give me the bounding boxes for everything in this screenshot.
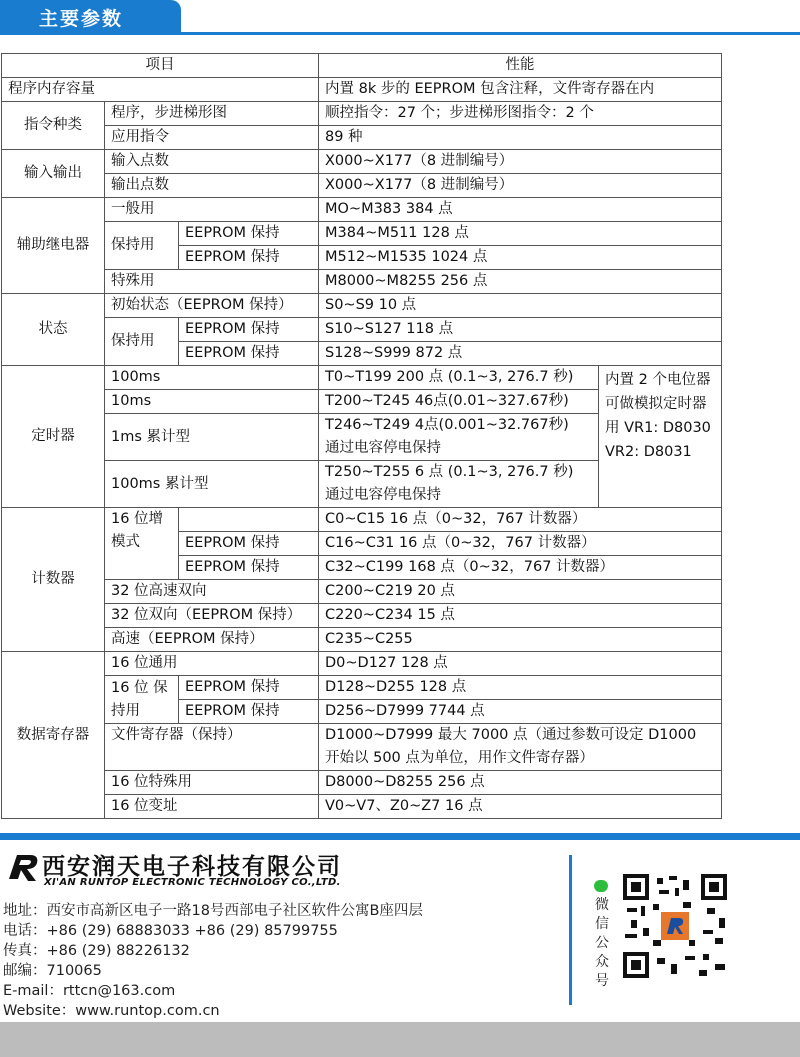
- table-row: [2, 318, 722, 342]
- value-cell: C200~C219 20 点: [319, 580, 722, 604]
- value-cell: 内置 8k 步的 EEPROM 包含注释，文件寄存器在内: [319, 78, 722, 102]
- value-cell: 89 种: [319, 126, 722, 150]
- item-cell: 100ms 累计型: [105, 461, 319, 508]
- value-cell: D256~D7999 7744 点: [319, 700, 722, 724]
- table-row: [2, 174, 722, 198]
- value-line: 通过电容停电保持: [325, 440, 441, 456]
- item-cell: 32 位双向（EEPROM 保持）: [105, 604, 319, 628]
- category-cell: 状态: [2, 294, 105, 366]
- footer-rule: [0, 833, 800, 840]
- value-cell: C32~C199 168 点（0~32，767 计数器）: [319, 556, 722, 580]
- qr-code-icon: [623, 874, 727, 978]
- header-cell: 性能: [319, 54, 722, 78]
- value-cell: T200~T245 46点(0.01~327.67秒): [319, 390, 599, 414]
- item-cell: 文件寄存器（保持）: [105, 724, 319, 771]
- value-cell: X000~X177（8 进制编号）: [319, 150, 722, 174]
- phone-text: 电话：+86 (29) 68883033 +86 (29) 85799755: [3, 923, 338, 939]
- value-cell: D8000~D8255 256 点: [319, 771, 722, 795]
- item-cell: 初始状态（EEPROM 保持）: [105, 294, 319, 318]
- value-cell: C16~C31 16 点（0~32，767 计数器）: [319, 532, 722, 556]
- divider: [569, 855, 572, 1005]
- value-cell: D0~D127 128 点: [319, 652, 722, 676]
- item-cell: 应用指令: [105, 126, 319, 150]
- wechat-label: 微信公众号: [595, 897, 609, 989]
- item-cell: 程序，步进梯形图: [105, 102, 319, 126]
- table-row: [2, 78, 722, 102]
- value-cell: D128~D255 128 点: [319, 676, 722, 700]
- table-row: [2, 724, 722, 771]
- value-line: D1000~D7999 最大 7000 点（通过参数可设定 D1000: [325, 727, 697, 743]
- category-cell: 辅助继电器: [2, 198, 105, 294]
- value-cell: 顺控指令：27 个；步进梯形图指令：2 个: [319, 102, 722, 126]
- sub-item-cell: EEPROM 保持: [179, 222, 319, 246]
- footer-bar: [0, 1022, 800, 1057]
- item-cell: 程序内存容量: [2, 78, 319, 102]
- item-cell: 保持用: [105, 222, 179, 270]
- category-cell: 指令种类: [2, 102, 105, 150]
- item-cell: 特殊用: [105, 270, 319, 294]
- value-cell: S128~S999 872 点: [319, 342, 722, 366]
- value-cell: M8000~M8255 256 点: [319, 270, 722, 294]
- item-cell: 输入点数: [105, 150, 319, 174]
- value-cell: [319, 461, 599, 508]
- item-cell: 32 位高速双向: [105, 580, 319, 604]
- item-cell: 一般用: [105, 198, 319, 222]
- company-name: 西安润天电子科技有限公司: [42, 854, 342, 880]
- header-rule: [0, 32, 800, 35]
- value-cell: M384~M511 128 点: [319, 222, 722, 246]
- item-cell: 高速（EEPROM 保持）: [105, 628, 319, 652]
- header-cell: 项目: [2, 54, 319, 78]
- item-cell: 16 位变址: [105, 795, 319, 819]
- table-row: [2, 676, 722, 700]
- section-tab: [0, 0, 181, 35]
- sub-item-cell: [179, 508, 319, 532]
- table-row: [2, 604, 722, 628]
- item-cell: 16 位 保持用: [105, 676, 179, 724]
- table-row: [2, 54, 722, 78]
- sub-item-cell: EEPROM 保持: [179, 532, 319, 556]
- table-row: [2, 150, 722, 174]
- table-row: [2, 270, 722, 294]
- value-line: T246~T249 4点(0.001~32.767秒): [325, 417, 569, 433]
- table-row: [2, 508, 722, 532]
- category-cell: 数据寄存器: [2, 652, 105, 819]
- value-line: 通过电容停电保持: [325, 487, 441, 503]
- item-cell: 1ms 累计型: [105, 414, 319, 461]
- zip-text: 邮编：710065: [3, 963, 102, 979]
- category-cell: 计数器: [2, 508, 105, 652]
- fax-text: 传真：+86 (29) 88226132: [3, 943, 190, 959]
- value-cell: C220~C234 15 点: [319, 604, 722, 628]
- sub-item-cell: EEPROM 保持: [179, 700, 319, 724]
- value-line: T250~T255 6 点 (0.1~3, 276.7 秒): [325, 464, 574, 480]
- sub-item-cell: EEPROM 保持: [179, 676, 319, 700]
- value-cell: M512~M1535 1024 点: [319, 246, 722, 270]
- company-logo-icon: [6, 849, 42, 885]
- table-row: [2, 580, 722, 604]
- category-cell: 定时器: [2, 366, 105, 508]
- value-cell: [319, 414, 599, 461]
- value-cell: C235~C255: [319, 628, 722, 652]
- table-row: [2, 294, 722, 318]
- value-cell: T0~T199 200 点 (0.1~3, 276.7 秒): [319, 366, 599, 390]
- table-row: [2, 102, 722, 126]
- table-row: [2, 795, 722, 819]
- table-row: [2, 366, 722, 390]
- sub-item-cell: EEPROM 保持: [179, 342, 319, 366]
- table-row: [2, 628, 722, 652]
- value-cell: [319, 724, 722, 771]
- company-name-en: XI'AN RUNTOP ELECTRONIC TECHNOLOGY CO.,LTD.: [44, 877, 341, 888]
- value-cell: X000~X177（8 进制编号）: [319, 174, 722, 198]
- note-cell: 内置 2 个电位器可做模拟定时器用 VR1: D8030 VR2: D8031: [599, 366, 722, 508]
- item-cell: 10ms: [105, 390, 319, 414]
- value-cell: S10~S127 118 点: [319, 318, 722, 342]
- address-text: 地址：西安市高新区电子一路18号西部电子社区软件公寓B座四层: [3, 903, 423, 919]
- item-cell: 16 位增 模式: [105, 508, 179, 580]
- value-cell: MO~M383 384 点: [319, 198, 722, 222]
- wechat-icon: [594, 880, 608, 892]
- item-cell: 保持用: [105, 318, 179, 366]
- spec-table: [1, 53, 722, 819]
- email-text: E-mail：rttcn@163.com: [3, 983, 176, 999]
- category-cell: 输入输出: [2, 150, 105, 198]
- item-cell: 16 位特殊用: [105, 771, 319, 795]
- value-cell: V0~V7、Z0~Z7 16 点: [319, 795, 722, 819]
- sub-item-cell: EEPROM 保持: [179, 556, 319, 580]
- website-text: Website：www.runtop.com.cn: [3, 1003, 220, 1019]
- sub-item-cell: EEPROM 保持: [179, 246, 319, 270]
- value-line: 开始以 500 点为单位，用作文件寄存器）: [325, 750, 594, 766]
- item-cell: 100ms: [105, 366, 319, 390]
- item-cell: 16 位通用: [105, 652, 319, 676]
- sub-item-cell: EEPROM 保持: [179, 318, 319, 342]
- value-cell: C0~C15 16 点（0~32，767 计数器）: [319, 508, 722, 532]
- table-row: [2, 198, 722, 222]
- table-row: [2, 222, 722, 246]
- item-cell: 输出点数: [105, 174, 319, 198]
- table-row: [2, 771, 722, 795]
- value-cell: S0~S9 10 点: [319, 294, 722, 318]
- section-title: 主要参数: [39, 8, 124, 30]
- table-row: [2, 652, 722, 676]
- table-row: [2, 126, 722, 150]
